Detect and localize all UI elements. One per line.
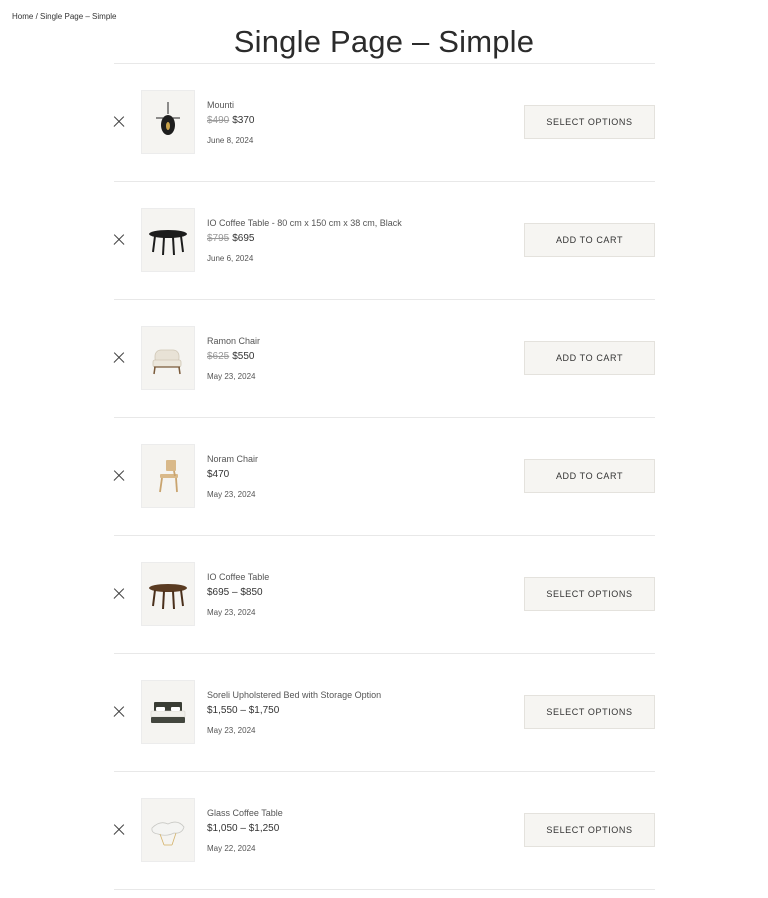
product-name[interactable]: Glass Coffee Table (207, 808, 283, 818)
black-coffee-table-image (146, 218, 190, 262)
list-item (114, 182, 655, 300)
add-to-cart-button[interactable]: ADD TO CART (524, 223, 655, 257)
breadcrumb-home-link[interactable]: Home (12, 12, 34, 21)
product-thumbnail[interactable] (141, 90, 195, 154)
current-price: $1,050 – $1,250 (207, 823, 280, 834)
add-to-cart-button[interactable]: ADD TO CART (524, 459, 655, 493)
breadcrumb-current: Single Page – Simple (40, 12, 117, 21)
lounge-chair-image (146, 336, 190, 380)
list-item (114, 300, 655, 418)
date-added: June 8, 2024 (207, 136, 254, 145)
product-price (207, 115, 255, 126)
product-thumbnail[interactable] (141, 680, 195, 744)
remove-icon[interactable] (111, 114, 127, 130)
list-item (114, 536, 655, 654)
product-price (207, 351, 260, 362)
product-price (207, 233, 402, 244)
old-price: $795 (207, 233, 230, 244)
remove-icon[interactable] (111, 822, 127, 838)
walnut-coffee-table-image (146, 572, 190, 616)
date-added: May 23, 2024 (207, 608, 256, 617)
remove-icon[interactable] (111, 350, 127, 366)
product-price (207, 823, 283, 834)
product-info (207, 100, 255, 145)
product-thumbnail[interactable] (141, 208, 195, 272)
product-list (114, 63, 655, 890)
product-info (207, 690, 381, 735)
current-price: $550 (232, 351, 255, 362)
current-price: $470 (207, 469, 230, 480)
product-info (207, 454, 258, 499)
remove-icon[interactable] (111, 232, 127, 248)
date-added: May 22, 2024 (207, 844, 256, 853)
breadcrumb-separator: / (33, 12, 41, 21)
product-name[interactable]: IO Coffee Table (207, 572, 270, 582)
product-price (207, 469, 258, 480)
select-options-button[interactable]: SELECT OPTIONS (524, 695, 655, 729)
product-thumbnail[interactable] (141, 562, 195, 626)
product-info (207, 336, 260, 381)
product-name[interactable]: Soreli Upholstered Bed with Storage Option (207, 690, 382, 700)
product-thumbnail[interactable] (141, 444, 195, 508)
date-added: May 23, 2024 (207, 726, 256, 735)
product-name[interactable]: IO Coffee Table - 80 cm x 150 cm x 38 cm, Black (207, 218, 402, 228)
add-to-cart-button[interactable]: ADD TO CART (524, 341, 655, 375)
list-item (114, 772, 655, 890)
glass-coffee-table-image (146, 808, 190, 852)
product-price (207, 705, 381, 716)
product-thumbnail[interactable] (141, 798, 195, 862)
product-thumbnail[interactable] (141, 326, 195, 390)
product-info (207, 218, 402, 263)
list-item (114, 64, 655, 182)
old-price: $625 (207, 351, 230, 362)
remove-icon[interactable] (111, 586, 127, 602)
select-options-button[interactable]: SELECT OPTIONS (524, 105, 655, 139)
date-added: June 6, 2024 (207, 254, 254, 263)
product-price (207, 587, 269, 598)
current-price: $695 (232, 233, 255, 244)
product-name[interactable]: Ramon Chair (207, 336, 261, 346)
current-price: $695 – $850 (207, 587, 263, 598)
product-info (207, 808, 283, 853)
pendant-lamp-image (146, 100, 190, 144)
wooden-chair-image (146, 454, 190, 498)
remove-icon[interactable] (111, 704, 127, 720)
select-options-button[interactable]: SELECT OPTIONS (524, 577, 655, 611)
current-price: $370 (232, 115, 255, 126)
list-item (114, 418, 655, 536)
upholstered-bed-image (146, 690, 190, 734)
remove-icon[interactable] (111, 468, 127, 484)
product-name[interactable]: Noram Chair (207, 454, 259, 464)
page-title: Single Page – Simple (233, 24, 535, 59)
product-info (207, 572, 269, 617)
date-added: May 23, 2024 (207, 372, 256, 381)
old-price: $490 (207, 115, 230, 126)
select-options-button[interactable]: SELECT OPTIONS (524, 813, 655, 847)
breadcrumb (12, 12, 117, 21)
date-added: May 23, 2024 (207, 490, 256, 499)
product-name[interactable]: Mounti (207, 100, 235, 110)
current-price: $1,550 – $1,750 (207, 705, 280, 716)
list-item (114, 654, 655, 772)
